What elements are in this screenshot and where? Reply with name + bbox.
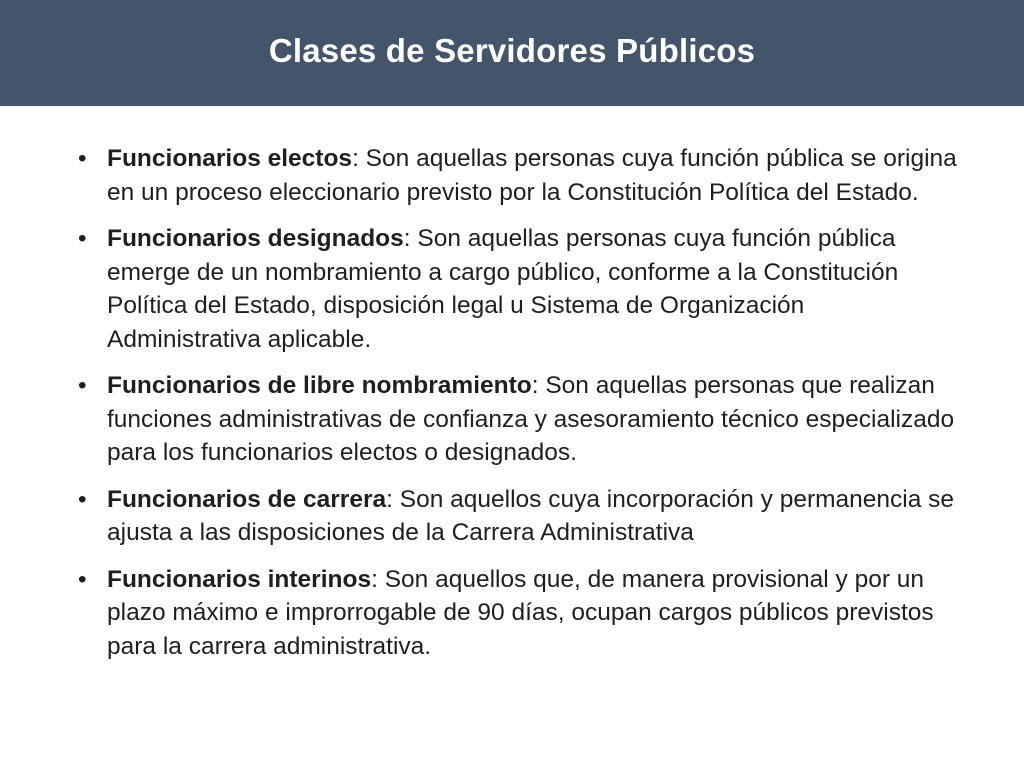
bullet-term: Funcionarios electos (107, 145, 353, 172)
bullet-text: : Son aquellas personas cuya función pública emerge de un nombramiento a cargo público, conforme a la Constitución Política del Estado, disposición legal u Sistema de Organización Administrativa aplicable. (107, 225, 899, 353)
bullet-text: : Son aquellas personas que realizan funciones administrativas de confianza y asesoramiento técnico especializado para los funcionarios electos o designados. (107, 372, 955, 466)
bullet-item-funcionarios-libre-nombramiento (78, 369, 958, 470)
title-bar (0, 0, 1024, 106)
bullet-item-funcionarios-interinos (78, 563, 958, 664)
bullet-text: : Son aquellos que, de manera provisional y por un plazo máximo e improrrogable de 90 días, ocupan cargos públicos previstos para la carrera administrativa. (107, 565, 934, 660)
bullet-text: : Son aquellas personas cuya función pública se origina en un proceso eleccionario previsto por la Constitución Política del Estado. (107, 145, 957, 206)
bullet-term: Funcionarios de libre nombramiento (107, 372, 532, 399)
slide-content (78, 142, 958, 676)
bullet-item-funcionarios-carrera (78, 483, 958, 550)
bullet-term: Funcionarios designados (107, 225, 404, 252)
bullet-dot-icon: • (78, 565, 87, 593)
bullet-dot-icon: • (78, 145, 87, 172)
bullet-item-funcionarios-designados (78, 222, 958, 356)
bullet-list (78, 142, 958, 663)
bullet-dot-icon: • (78, 485, 87, 513)
bullet-term: Funcionarios de carrera (107, 485, 387, 513)
bullet-item-funcionarios-electos (78, 142, 958, 209)
bullet-dot-icon: • (78, 372, 87, 399)
bullet-dot-icon: • (78, 225, 87, 252)
slide-title: Clases de Servidores Públicos (268, 32, 756, 69)
bullet-text: : Son aquellos cuya incorporación y permanencia se ajusta a las disposiciones de la Carrera Administrativa (107, 485, 955, 546)
bullet-term: Funcionarios interinos (107, 565, 372, 593)
